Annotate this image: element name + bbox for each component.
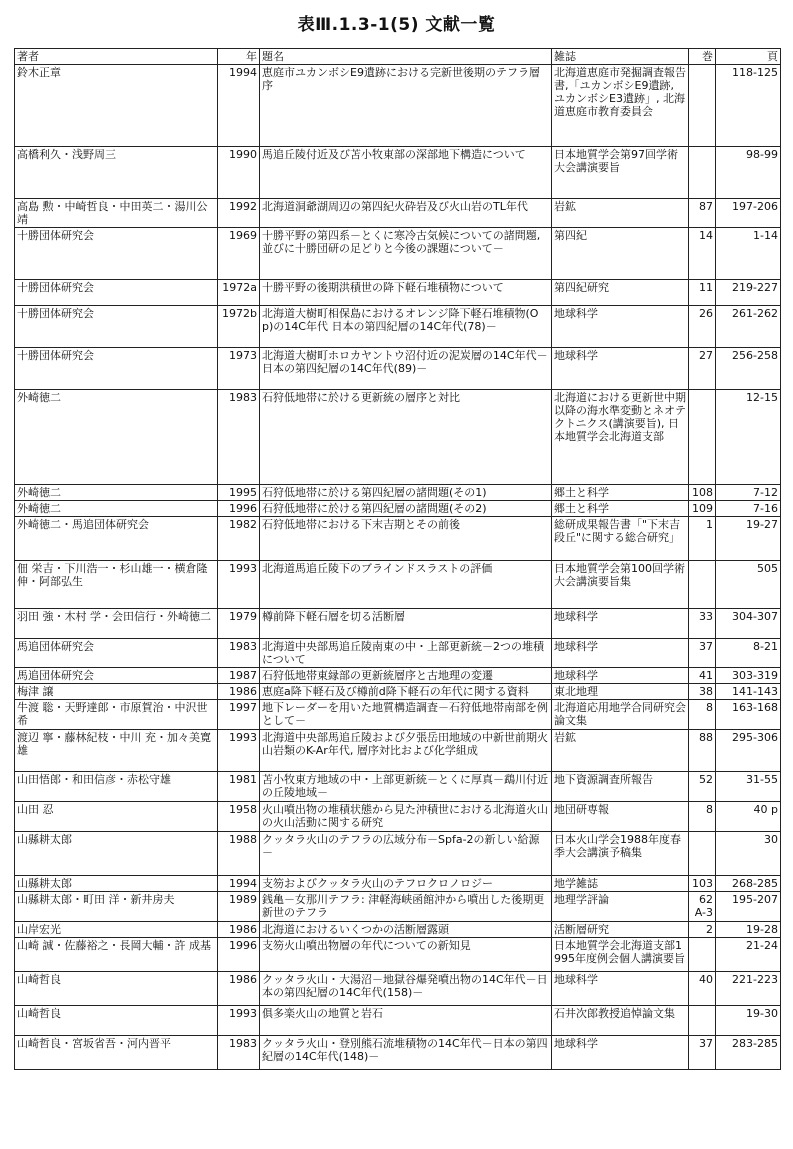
table-row <box>15 892 781 922</box>
cell-year: 1983 <box>218 1036 260 1070</box>
bibliography-table <box>14 48 781 1070</box>
cell-volume: 14 <box>689 228 716 280</box>
cell-author: 十勝団体研究会 <box>15 280 218 306</box>
cell-journal: 地球科学 <box>552 348 689 390</box>
cell-volume: 11 <box>689 280 716 306</box>
cell-journal: 地球科学 <box>552 668 689 684</box>
cell-year: 1992 <box>218 199 260 228</box>
cell-year: 1958 <box>218 802 260 832</box>
cell-title: 支笏火山噴出物層の年代についての新知見 <box>260 938 552 972</box>
cell-year: 1986 <box>218 684 260 700</box>
cell-year: 1973 <box>218 348 260 390</box>
cell-year: 1987 <box>218 668 260 684</box>
cell-year: 1986 <box>218 922 260 938</box>
cell-author: 山崎 誠・佐藤裕之・長岡大輔・許 成基 <box>15 938 218 972</box>
cell-title: 十勝平野の第四系－とくに寒冷古気候についての諸問題, 並びに十勝団研の足どりと今後の課題について－ <box>260 228 552 280</box>
table-row <box>15 348 781 390</box>
cell-author: 馬追団体研究会 <box>15 668 218 684</box>
table-row <box>15 730 781 772</box>
table-row <box>15 390 781 485</box>
cell-pages: 19-30 <box>716 1006 781 1036</box>
cell-author: 外崎徳二 <box>15 485 218 501</box>
cell-pages: 195-207 <box>716 892 781 922</box>
cell-author: 羽田 強・木村 学・会田信行・外崎徳二 <box>15 609 218 639</box>
cell-title: 北海道大樹町相保島におけるオレンジ降下軽石堆積物(Op)の14C年代 日本の第四紀層の14C年代(78)－ <box>260 306 552 348</box>
cell-volume <box>689 561 716 609</box>
cell-title: 馬追丘陵付近及び苫小牧東部の深部地下構造について <box>260 147 552 199</box>
cell-journal: 地球科学 <box>552 609 689 639</box>
table-row <box>15 938 781 972</box>
cell-journal: 日本地質学会第100回学術大会講演要旨集 <box>552 561 689 609</box>
cell-title: 恵庭a降下軽石及び樽前d降下軽石の年代に関する資料 <box>260 684 552 700</box>
cell-title: 北海道大樹町ホロカヤントウ沼付近の泥炭層の14C年代－日本の第四紀層の14C年代(89)－ <box>260 348 552 390</box>
cell-title: 地下レーダーを用いた地質構造調査－石狩低地帯南部を例として－ <box>260 700 552 730</box>
cell-pages: 12-15 <box>716 390 781 485</box>
cell-volume: 2 <box>689 922 716 938</box>
cell-year: 1986 <box>218 972 260 1006</box>
cell-journal: 郷土と科学 <box>552 501 689 517</box>
cell-title: 北海道馬追丘陵下のブラインドスラストの評価 <box>260 561 552 609</box>
cell-title: 支笏およびクッタラ火山のテフロクロノロジー <box>260 876 552 892</box>
cell-volume <box>689 1006 716 1036</box>
cell-author: 十勝団体研究会 <box>15 228 218 280</box>
cell-journal: 日本火山学会1988年度春季大会講演予稿集 <box>552 832 689 876</box>
cell-author: 外崎徳二 <box>15 390 218 485</box>
cell-pages: 21-24 <box>716 938 781 972</box>
cell-journal: 地球科学 <box>552 972 689 1006</box>
cell-journal: 北海道における更新世中期以降の海水準変動とネオテクトニクス(講演要旨), 日本地質学会北海道支部 <box>552 390 689 485</box>
cell-author: 外崎徳二 <box>15 501 218 517</box>
cell-volume: 108 <box>689 485 716 501</box>
cell-author: 梅津 譲 <box>15 684 218 700</box>
cell-journal: 北海道応用地学合同研究会論文集 <box>552 700 689 730</box>
table-row <box>15 876 781 892</box>
cell-title: 北海道におけるいくつかの活断層露頭 <box>260 922 552 938</box>
header-year: 年 <box>218 49 260 65</box>
table-row <box>15 1036 781 1070</box>
cell-title: 石狩低地帯に於ける更新統の層序と対比 <box>260 390 552 485</box>
cell-pages: 7-16 <box>716 501 781 517</box>
cell-author: 牛渡 聡・天野達郎・市原賀治・中沢世希 <box>15 700 218 730</box>
cell-author: 高橋利久・浅野周三 <box>15 147 218 199</box>
cell-journal: 郷土と科学 <box>552 485 689 501</box>
cell-title: クッタラ火山のテフラの広域分布－Spfa-2の新しい給源－ <box>260 832 552 876</box>
cell-volume: 109 <box>689 501 716 517</box>
cell-journal: 日本地質学会第97回学術大会講演要旨 <box>552 147 689 199</box>
cell-pages: 8-21 <box>716 639 781 668</box>
cell-title: クッタラ火山・登別熊石流堆積物の14C年代－日本の第四紀層の14C年代(148)－ <box>260 1036 552 1070</box>
cell-pages: 7-12 <box>716 485 781 501</box>
header-volume: 巻 <box>689 49 716 65</box>
cell-year: 1996 <box>218 938 260 972</box>
cell-year: 1988 <box>218 832 260 876</box>
cell-journal: 岩鉱 <box>552 199 689 228</box>
table-row <box>15 280 781 306</box>
cell-volume: 62 A-3 <box>689 892 716 922</box>
cell-year: 1996 <box>218 501 260 517</box>
cell-author: 山縣耕太郎 <box>15 832 218 876</box>
cell-pages: 141-143 <box>716 684 781 700</box>
cell-journal: 第四紀研究 <box>552 280 689 306</box>
cell-year: 1983 <box>218 390 260 485</box>
cell-volume: 33 <box>689 609 716 639</box>
cell-title: 石狩低地帯に於ける第四紀層の諸問題(その1) <box>260 485 552 501</box>
cell-pages: 219-227 <box>716 280 781 306</box>
table-row <box>15 147 781 199</box>
cell-year: 1997 <box>218 700 260 730</box>
cell-volume: 37 <box>689 639 716 668</box>
cell-title: 石狩低地帯における下末吉期とその前後 <box>260 517 552 561</box>
page-title: 表Ⅲ.1.3-1(5) 文献一覧 <box>297 15 496 35</box>
cell-author: 佃 栄吉・下川浩一・杉山雄一・横倉隆伸・阿部弘生 <box>15 561 218 609</box>
cell-author: 鈴木正章 <box>15 65 218 147</box>
cell-volume: 27 <box>689 348 716 390</box>
cell-volume <box>689 147 716 199</box>
cell-journal: 地学雑誌 <box>552 876 689 892</box>
cell-volume <box>689 832 716 876</box>
cell-title: 恵庭市ユカンボシE9遺跡における完新世後期のテフラ層序 <box>260 65 552 147</box>
cell-year: 1972b <box>218 306 260 348</box>
cell-journal: 地理学評論 <box>552 892 689 922</box>
cell-pages: 30 <box>716 832 781 876</box>
cell-journal: 東北地理 <box>552 684 689 700</box>
cell-volume: 8 <box>689 802 716 832</box>
header-title: 題名 <box>260 49 552 65</box>
table-row <box>15 639 781 668</box>
table-row <box>15 501 781 517</box>
cell-title: 北海道中央部馬追丘陵南東の中・上部更新統－2つの堆積について <box>260 639 552 668</box>
cell-author: 山田悟郎・和田信彦・赤松守雄 <box>15 772 218 802</box>
table-row <box>15 972 781 1006</box>
table-row <box>15 668 781 684</box>
cell-year: 1972a <box>218 280 260 306</box>
table-row <box>15 485 781 501</box>
cell-journal: 総研成果報告書「"下末吉段丘"に関する総合研究」 <box>552 517 689 561</box>
cell-pages: 31-55 <box>716 772 781 802</box>
table-row <box>15 517 781 561</box>
cell-title: 石狩低地帯に於ける第四紀層の諸問題(その2) <box>260 501 552 517</box>
cell-volume: 41 <box>689 668 716 684</box>
cell-pages: 505 <box>716 561 781 609</box>
cell-author: 山崎哲良・宮坂省吾・河内晋平 <box>15 1036 218 1070</box>
cell-author: 山崎哲良 <box>15 972 218 1006</box>
cell-year: 1979 <box>218 609 260 639</box>
cell-pages: 197-206 <box>716 199 781 228</box>
table-row <box>15 306 781 348</box>
cell-author: 十勝団体研究会 <box>15 348 218 390</box>
cell-journal: 地球科学 <box>552 306 689 348</box>
cell-journal: 活断層研究 <box>552 922 689 938</box>
cell-year: 1993 <box>218 730 260 772</box>
cell-journal: 第四紀 <box>552 228 689 280</box>
cell-author: 山岸宏光 <box>15 922 218 938</box>
header-pages: 頁 <box>716 49 781 65</box>
cell-author: 渡辺 寧・藤林紀枝・中川 充・加々美寛雄 <box>15 730 218 772</box>
cell-journal: 石井次郎教授追悼論文集 <box>552 1006 689 1036</box>
cell-title: 苫小牧東方地域の中・上部更新統－とくに厚真－鵡川付近の丘陵地域－ <box>260 772 552 802</box>
table-row <box>15 228 781 280</box>
cell-pages: 304-307 <box>716 609 781 639</box>
cell-journal: 地球科学 <box>552 639 689 668</box>
cell-journal: 北海道恵庭市発掘調査報告書,「ユカンボシE9遺跡, ユカンボシE3遺跡」, 北海道恵庭市教育委員会 <box>552 65 689 147</box>
table-row <box>15 832 781 876</box>
cell-volume <box>689 938 716 972</box>
cell-author: 山縣耕太郎・町田 洋・新井房夫 <box>15 892 218 922</box>
table-row <box>15 1006 781 1036</box>
cell-pages: 118-125 <box>716 65 781 147</box>
cell-pages: 221-223 <box>716 972 781 1006</box>
cell-journal: 岩鉱 <box>552 730 689 772</box>
cell-title: 十勝平野の後期洪積世の降下軽石堆積物について <box>260 280 552 306</box>
cell-volume: 87 <box>689 199 716 228</box>
cell-pages: 19-27 <box>716 517 781 561</box>
cell-author: 山田 忍 <box>15 802 218 832</box>
cell-pages: 283-285 <box>716 1036 781 1070</box>
cell-year: 1993 <box>218 1006 260 1036</box>
cell-author: 山縣耕太郎 <box>15 876 218 892</box>
cell-year: 1983 <box>218 639 260 668</box>
cell-volume: 37 <box>689 1036 716 1070</box>
table-row <box>15 199 781 228</box>
cell-year: 1994 <box>218 65 260 147</box>
cell-author: 馬追団体研究会 <box>15 639 218 668</box>
cell-title: 北海道洞爺湖周辺の第四紀火砕岩及び火山岩のTL年代 <box>260 199 552 228</box>
header-row <box>15 49 781 65</box>
table-row <box>15 700 781 730</box>
cell-volume <box>689 390 716 485</box>
cell-volume: 103 <box>689 876 716 892</box>
header-journal: 雑誌 <box>552 49 689 65</box>
cell-pages: 268-285 <box>716 876 781 892</box>
cell-author: 山崎哲良 <box>15 1006 218 1036</box>
cell-pages: 256-258 <box>716 348 781 390</box>
cell-title: 石狩低地帯東縁部の更新統層序と古地理の変遷 <box>260 668 552 684</box>
table-row <box>15 922 781 938</box>
cell-year: 1969 <box>218 228 260 280</box>
cell-year: 1995 <box>218 485 260 501</box>
cell-pages: 295-306 <box>716 730 781 772</box>
cell-year: 1981 <box>218 772 260 802</box>
table-row <box>15 772 781 802</box>
cell-volume <box>689 65 716 147</box>
cell-volume: 40 <box>689 972 716 1006</box>
cell-journal: 地球科学 <box>552 1036 689 1070</box>
cell-pages: 163-168 <box>716 700 781 730</box>
cell-year: 1993 <box>218 561 260 609</box>
cell-journal: 日本地質学会北海道支部1995年度例会個人講演要旨 <box>552 938 689 972</box>
cell-pages: 19-28 <box>716 922 781 938</box>
table-row <box>15 609 781 639</box>
cell-author: 外崎徳二・馬追団体研究会 <box>15 517 218 561</box>
cell-year: 1982 <box>218 517 260 561</box>
cell-title: 俱多楽火山の地質と岩石 <box>260 1006 552 1036</box>
cell-year: 1989 <box>218 892 260 922</box>
table-row <box>15 684 781 700</box>
cell-title: 銭亀－女那川テフラ: 津軽海峡函館沖から噴出した後期更新世のテフラ <box>260 892 552 922</box>
cell-author: 十勝団体研究会 <box>15 306 218 348</box>
cell-journal: 地団研専報 <box>552 802 689 832</box>
cell-journal: 地下資源調査所報告 <box>552 772 689 802</box>
cell-volume: 88 <box>689 730 716 772</box>
cell-year: 1994 <box>218 876 260 892</box>
cell-author: 高島 勲・中崎哲良・中田英二・湯川公靖 <box>15 199 218 228</box>
cell-volume: 1 <box>689 517 716 561</box>
cell-pages: 261-262 <box>716 306 781 348</box>
table-row <box>15 561 781 609</box>
cell-volume: 8 <box>689 700 716 730</box>
cell-pages: 98-99 <box>716 147 781 199</box>
cell-volume: 52 <box>689 772 716 802</box>
header-author: 著者 <box>15 49 218 65</box>
table-row <box>15 802 781 832</box>
cell-title: 北海道中央部馬追丘陵および夕張岳田地域の中新世前期火山岩類のK-Ar年代, 層序対比および化学組成 <box>260 730 552 772</box>
cell-volume: 38 <box>689 684 716 700</box>
cell-pages: 303-319 <box>716 668 781 684</box>
table-row <box>15 65 781 147</box>
cell-title: 樽前降下軽石層を切る活断層 <box>260 609 552 639</box>
cell-pages: 1-14 <box>716 228 781 280</box>
cell-year: 1990 <box>218 147 260 199</box>
cell-volume: 26 <box>689 306 716 348</box>
cell-title: クッタラ火山・大湯沼－地獄谷爆発噴出物の14C年代－日本の第四紀層の14C年代(158)－ <box>260 972 552 1006</box>
cell-pages: 40 p <box>716 802 781 832</box>
cell-title: 火山噴出物の堆積状態から見た沖積世における北海道火山の火山活動に関する研究 <box>260 802 552 832</box>
